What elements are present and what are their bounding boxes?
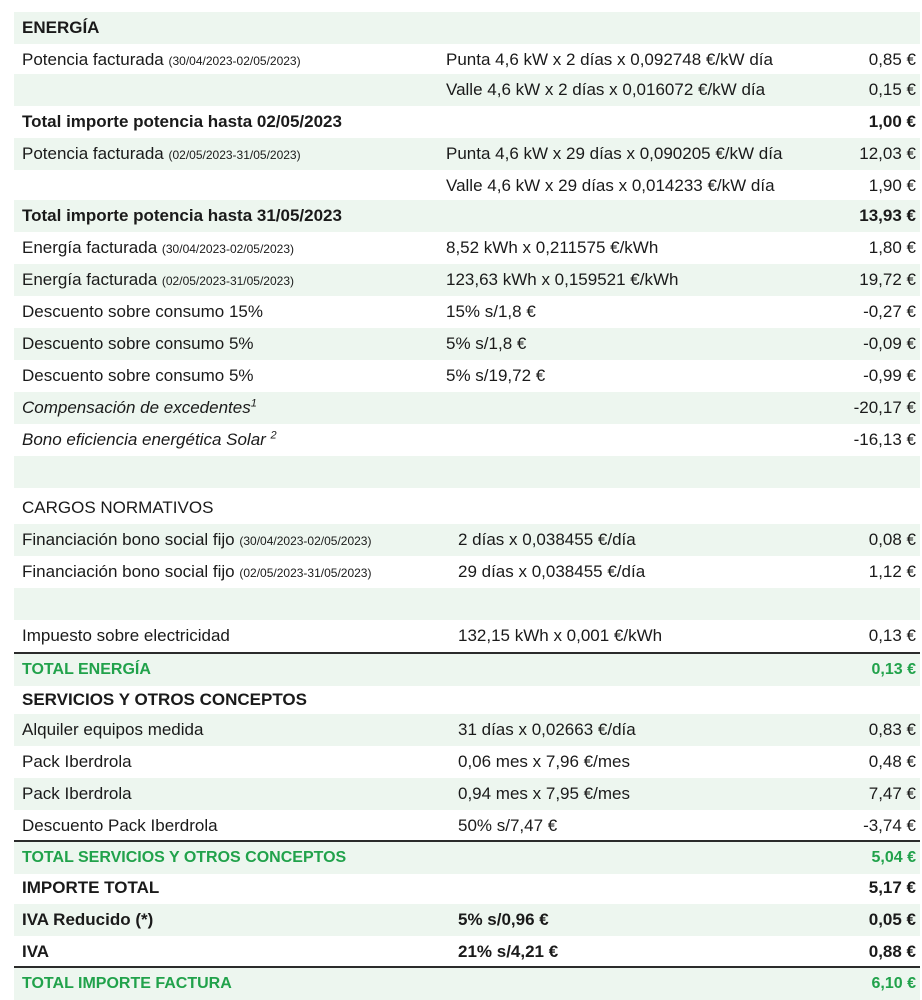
row-amount: 5,17 € bbox=[868, 878, 916, 897]
row-label: TOTAL ENERGÍA bbox=[22, 661, 151, 678]
total-energia-row bbox=[14, 652, 920, 686]
row-amount: 6,10 € bbox=[871, 975, 916, 992]
row-amount: 1,12 € bbox=[868, 562, 916, 581]
section-title: CARGOS NORMATIVOS bbox=[22, 498, 214, 517]
row-detail: 50% s/7,47 € bbox=[458, 816, 558, 835]
row-label: Energía facturada (02/05/2023-31/05/2023) bbox=[22, 270, 294, 289]
table-row bbox=[14, 620, 920, 652]
table-row bbox=[14, 360, 920, 392]
row-amount: -3,74 € bbox=[863, 816, 916, 835]
table-row bbox=[14, 296, 920, 328]
total-factura-row bbox=[14, 966, 920, 1000]
row-label: Total importe potencia hasta 02/05/2023 bbox=[22, 112, 342, 131]
row-amount: 0,08 € bbox=[868, 530, 916, 549]
row-detail: Valle 4,6 kW x 29 días x 0,014233 €/kW día bbox=[446, 176, 775, 195]
row-amount: 0,48 € bbox=[868, 752, 916, 771]
row-label: Potencia facturada (02/05/2023-31/05/2023) bbox=[22, 144, 301, 163]
table-row bbox=[14, 264, 920, 296]
row-label: Impuesto sobre electricidad bbox=[22, 626, 230, 645]
table-row bbox=[14, 810, 920, 842]
subtotal-row bbox=[14, 200, 920, 232]
row-amount: 5,04 € bbox=[871, 849, 916, 866]
row-amount: 1,90 € bbox=[868, 176, 916, 195]
row-detail: 132,15 kWh x 0,001 €/kWh bbox=[458, 626, 663, 645]
row-amount: 19,72 € bbox=[859, 270, 916, 289]
row-detail: 21% s/4,21 € bbox=[458, 942, 559, 961]
section-header-energia bbox=[14, 12, 920, 44]
row-detail: 2 días x 0,038455 €/día bbox=[458, 530, 636, 549]
row-label: TOTAL IMPORTE FACTURA bbox=[22, 975, 232, 992]
row-detail: 8,52 kWh x 0,211575 €/kWh bbox=[446, 238, 659, 257]
table-row bbox=[14, 746, 920, 778]
spacer-row bbox=[14, 588, 920, 620]
row-label: Descuento sobre consumo 5% bbox=[22, 366, 254, 385]
row-label: Pack Iberdrola bbox=[22, 752, 132, 771]
row-label: Total importe potencia hasta 31/05/2023 bbox=[22, 206, 342, 225]
row-label: Compensación de excedentes$^1$ bbox=[22, 397, 257, 417]
table-row bbox=[14, 524, 920, 556]
row-label: Energía facturada (30/04/2023-02/05/2023) bbox=[22, 238, 294, 257]
section-title: SERVICIOS Y OTROS CONCEPTOS bbox=[22, 690, 307, 709]
row-amount: -20,17 € bbox=[853, 398, 916, 417]
table-row bbox=[14, 44, 920, 76]
row-label: Bono eficiencia energética Solar $^2$ bbox=[22, 429, 277, 449]
row-detail: 31 días x 0,02663 €/día bbox=[458, 720, 636, 739]
row-amount: 13,93 € bbox=[859, 206, 916, 225]
row-detail: 5% s/0,96 € bbox=[458, 910, 549, 929]
row-amount: 1,80 € bbox=[868, 238, 916, 257]
row-amount: 0,05 € bbox=[868, 910, 916, 929]
row-amount: 0,13 € bbox=[871, 661, 916, 678]
row-amount: 0,88 € bbox=[868, 942, 916, 961]
table-row bbox=[14, 170, 920, 202]
row-label: Financiación bono social fijo (02/05/2023-31/05/2023) bbox=[22, 562, 372, 581]
row-label: IMPORTE TOTAL bbox=[22, 878, 160, 897]
total-servicios-row bbox=[14, 840, 920, 874]
table-row bbox=[14, 424, 920, 456]
table-row bbox=[14, 138, 920, 170]
importe-total-row bbox=[14, 872, 920, 904]
table-row bbox=[14, 328, 920, 360]
section-header-servicios bbox=[14, 684, 920, 716]
row-label: Alquiler equipos medida bbox=[22, 720, 204, 739]
row-amount: -0,99 € bbox=[863, 366, 916, 385]
row-detail: 15% s/1,8 € bbox=[446, 302, 536, 321]
subtotal-row bbox=[14, 106, 920, 138]
table-row bbox=[14, 232, 920, 264]
row-detail: Valle 4,6 kW x 2 días x 0,016072 €/kW día bbox=[446, 80, 766, 99]
row-amount: 0,15 € bbox=[868, 80, 916, 99]
row-amount: -0,27 € bbox=[863, 302, 916, 321]
row-label: Descuento sobre consumo 5% bbox=[22, 334, 254, 353]
section-title: ENERGÍA bbox=[22, 18, 100, 37]
row-label: Descuento Pack Iberdrola bbox=[22, 816, 218, 835]
table-row bbox=[14, 778, 920, 810]
row-label: Financiación bono social fijo (30/04/2023-02/05/2023) bbox=[22, 530, 372, 549]
row-detail: 29 días x 0,038455 €/día bbox=[458, 562, 646, 581]
row-amount: 0,13 € bbox=[868, 626, 916, 645]
row-amount: -0,09 € bbox=[863, 334, 916, 353]
row-label: Descuento sobre consumo 15% bbox=[22, 302, 263, 321]
row-label: TOTAL SERVICIOS Y OTROS CONCEPTOS bbox=[22, 849, 347, 866]
table-row bbox=[14, 556, 920, 588]
iva-row bbox=[14, 936, 920, 968]
row-detail: 123,63 kWh x 0,159521 €/kWh bbox=[446, 270, 679, 289]
row-label: IVA bbox=[22, 942, 50, 961]
row-detail: Punta 4,6 kW x 29 días x 0,090205 €/kW día bbox=[446, 144, 783, 163]
section-header-cargos bbox=[14, 492, 920, 524]
row-amount: 12,03 € bbox=[859, 144, 916, 163]
row-amount: 1,00 € bbox=[868, 112, 916, 131]
row-amount: -16,13 € bbox=[853, 430, 916, 449]
row-detail: 5% s/1,8 € bbox=[446, 334, 527, 353]
table-row bbox=[14, 74, 920, 106]
row-label: Pack Iberdrola bbox=[22, 784, 132, 803]
row-amount: 0,85 € bbox=[868, 50, 916, 69]
row-amount: 7,47 € bbox=[868, 784, 916, 803]
row-label: Potencia facturada (30/04/2023-02/05/2023) bbox=[22, 50, 301, 69]
iva-reducido-row bbox=[14, 904, 920, 936]
row-detail: 0,06 mes x 7,96 €/mes bbox=[458, 752, 630, 771]
row-detail: 5% s/19,72 € bbox=[446, 366, 546, 385]
row-detail: 0,94 mes x 7,95 €/mes bbox=[458, 784, 630, 803]
row-label: IVA Reducido (*) bbox=[22, 910, 154, 929]
row-detail: Punta 4,6 kW x 2 días x 0,092748 €/kW día bbox=[446, 50, 773, 69]
table-row bbox=[14, 392, 920, 424]
table-row bbox=[14, 714, 920, 746]
spacer-row bbox=[14, 456, 920, 488]
row-amount: 0,83 € bbox=[868, 720, 916, 739]
